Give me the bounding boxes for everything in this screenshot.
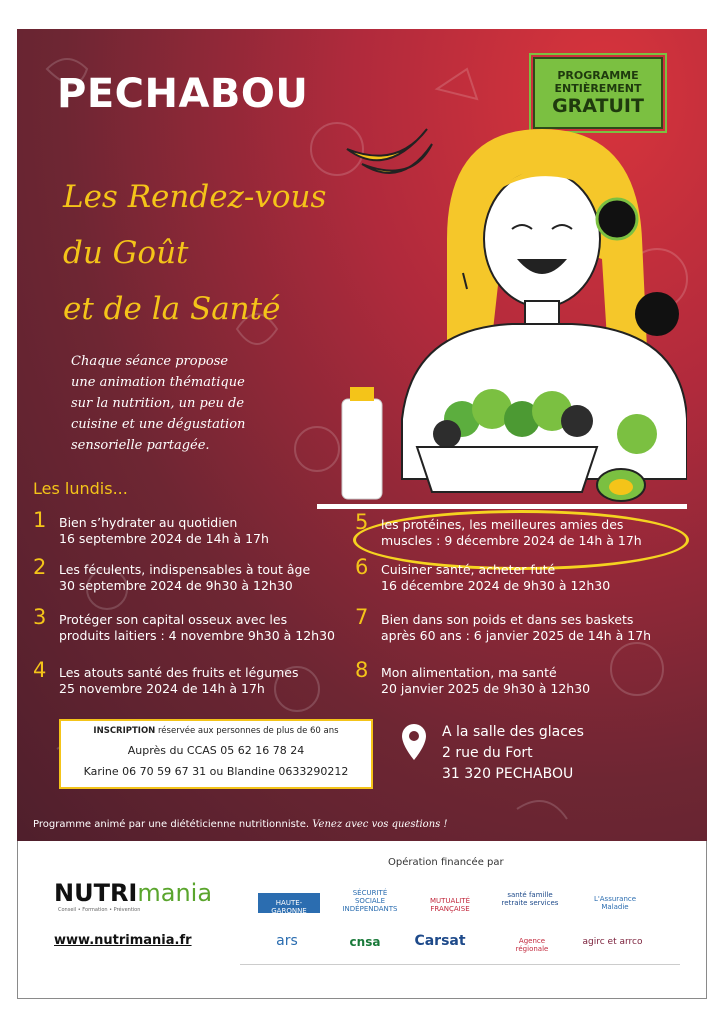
partner-logo-agirc-arrco: agirc et arrco	[582, 937, 643, 947]
title-line-2: du Goût	[63, 235, 189, 271]
session-number: 2	[33, 555, 47, 579]
partner-logo-cnsa: cnsa	[349, 935, 381, 949]
town-title: PECHABOU	[57, 71, 309, 117]
partner-logo-assurance-maladie: L'Assurance Maladie	[593, 895, 637, 911]
partner-logos	[240, 875, 680, 965]
session-date: 20 janvier 2025 de 9h30 à 12h30	[381, 681, 591, 696]
avocado-icon	[597, 469, 645, 501]
session-title: Les féculents, indispensables à tout âge	[59, 562, 311, 577]
session-number: 1	[33, 508, 47, 532]
intro-line: sensorielle partagée.	[71, 438, 210, 453]
location-pin-icon	[400, 722, 428, 762]
partner-logo-ssi: SÉCURITÉ SOCIALE INDÉPENDANTS	[342, 889, 398, 913]
session-date: produits laitiers : 4 novembre 9h30 à 12h30	[59, 628, 335, 643]
partner-logo-mutualite: MUTUALITÉ FRANÇAISE	[429, 897, 470, 913]
intro-line: Chaque séance propose	[71, 354, 229, 369]
location-city: 31 320 PECHABOU	[442, 766, 574, 782]
session-date: 25 novembre 2024 de 14h à 17h	[59, 681, 265, 696]
footnote-text: Programme animé par une diététicienne nutritionniste.	[33, 819, 310, 830]
partner-logo-msa: santé famille retraite services	[501, 891, 559, 907]
intro-line: une animation thématique	[71, 375, 245, 390]
sponsors-footer	[17, 841, 707, 999]
session-number: 4	[33, 658, 47, 682]
title-line-3: et de la Santé	[63, 291, 281, 327]
session-title: les protéines, les meilleures amies des	[381, 517, 624, 532]
tomato-icon	[635, 292, 679, 336]
intro-line: cuisine et une dégustation	[71, 417, 246, 432]
session-date: 16 septembre 2024 de 14h à 17h	[59, 531, 269, 546]
footnote	[33, 819, 447, 830]
water-bottle-icon	[342, 387, 382, 499]
session-title: Mon alimentation, ma santé	[381, 665, 557, 680]
registration-ccas-phone: Auprès du CCAS 05 62 16 78 24	[127, 744, 305, 757]
woman-salad-illustration	[307, 89, 687, 509]
session-number: 3	[33, 605, 47, 629]
session-title: Bien s’hydrater au quotidien	[59, 515, 238, 530]
registration-header	[61, 726, 371, 736]
nutrimania-logo	[54, 879, 212, 948]
registration-contacts: Karine 06 70 59 67 31 ou Blandine 0633290212	[83, 765, 349, 778]
apple-icon	[597, 199, 637, 239]
badge-line-3: GRATUIT	[552, 95, 644, 117]
session-title: Cuisiner santé, acheter futé	[381, 562, 556, 577]
registration-box	[59, 719, 373, 789]
nutrimania-logo-a: NUTRI	[54, 879, 138, 907]
session-date: 16 décembre 2024 de 9h30 à 12h30	[381, 578, 611, 593]
registration-label: INSCRIPTION	[93, 726, 156, 736]
session-date: muscles : 9 décembre 2024 de 14h à 17h	[381, 533, 642, 548]
footnote-invite: Venez avec vos questions !	[312, 819, 448, 830]
badge-line-2: ENTIÈREMENT	[554, 82, 642, 95]
session-number: 5	[355, 510, 369, 534]
session-date: 30 septembre 2024 de 9h30 à 12h30	[59, 578, 293, 593]
intro-line: sur la nutrition, un peu de	[71, 396, 245, 411]
title-line-1: Les Rendez-vous	[63, 179, 327, 215]
poster	[17, 29, 707, 841]
location-venue: A la salle des glaces	[442, 724, 584, 740]
financed-by-label: Opération financée par	[388, 857, 504, 868]
session-title: Protéger son capital osseux avec les	[59, 612, 288, 627]
session-date: après 60 ans : 6 janvier 2025 de 14h à 17h	[381, 628, 652, 643]
poster-title	[63, 169, 326, 337]
location-street: 2 rue du Fort	[442, 745, 533, 761]
partner-logo-haute-garonne: HAUTE-GARONNE	[258, 893, 320, 913]
nutrimania-link[interactable]: www.nutrimania.fr	[54, 933, 192, 948]
mondays-label: Les lundis...	[33, 479, 128, 498]
session-title: Bien dans son poids et dans ses baskets	[381, 612, 634, 627]
badge-line-1: PROGRAMME	[557, 69, 639, 82]
session-title: Les atouts santé des fruits et légumes	[59, 665, 299, 680]
intro-text	[71, 351, 331, 456]
partner-logo-ars: ars	[276, 933, 298, 949]
nutrimania-logo-b: mania	[137, 879, 213, 907]
partner-logo-agence: Agence régionale	[515, 937, 549, 953]
session-number: 6	[355, 555, 369, 579]
broccoli-icon	[617, 414, 657, 454]
session-number: 7	[355, 605, 369, 629]
session-number: 8	[355, 658, 369, 682]
banana-icon	[347, 129, 432, 173]
partner-logo-carsat: Carsat	[414, 933, 466, 949]
registration-condition: réservée aux personnes de plus de 60 ans	[158, 726, 339, 736]
nutrimania-tagline: Conseil • Formation • Prévention	[58, 907, 141, 913]
